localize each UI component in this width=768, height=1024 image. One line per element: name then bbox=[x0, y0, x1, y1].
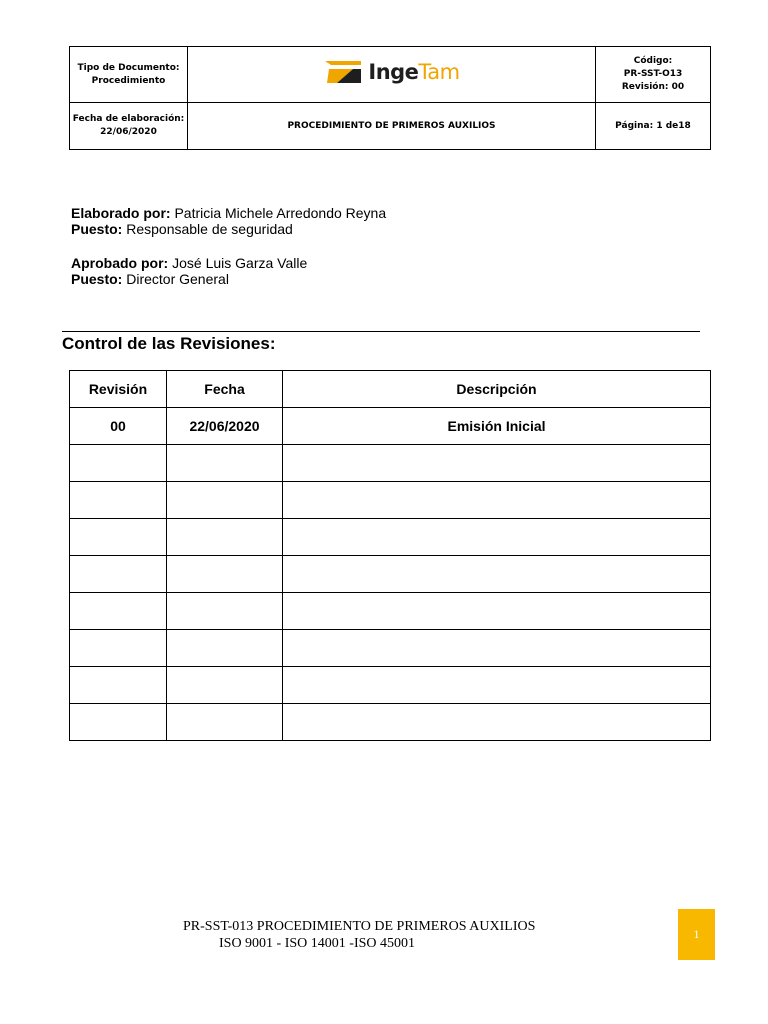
footer-line-2: ISO 9001 - ISO 14001 -ISO 45001 bbox=[219, 936, 415, 951]
table-row bbox=[70, 408, 711, 445]
date-cell bbox=[167, 445, 283, 482]
page-footer bbox=[183, 918, 535, 952]
section-divider bbox=[62, 331, 700, 332]
revision-cell bbox=[70, 556, 167, 593]
table-row bbox=[70, 593, 711, 630]
code-cell bbox=[596, 47, 711, 103]
column-header-revision: Revisión bbox=[70, 371, 167, 408]
authors-block bbox=[71, 205, 386, 287]
table-row bbox=[70, 667, 711, 704]
revision-cell: 00 bbox=[70, 408, 167, 445]
company-logo bbox=[323, 57, 459, 87]
description-cell bbox=[283, 482, 711, 519]
doc-type-label: Tipo de Documento: bbox=[77, 62, 180, 73]
description-cell bbox=[283, 667, 711, 704]
code-value: PR-SST-O13 bbox=[623, 69, 683, 79]
approved-position-label: Puesto: bbox=[71, 271, 123, 287]
description-cell bbox=[283, 593, 711, 630]
description-cell bbox=[283, 630, 711, 667]
revision-cell bbox=[70, 593, 167, 630]
logo-text-tam: Tam bbox=[418, 59, 460, 84]
table-row bbox=[70, 630, 711, 667]
table-row bbox=[70, 445, 711, 482]
description-cell bbox=[283, 519, 711, 556]
column-header-description: Descripción bbox=[283, 371, 711, 408]
doc-type-value: Procedimiento bbox=[91, 75, 166, 86]
footer-line-1: PR-SST-013 PROCEDIMIENTO DE PRIMEROS AUXILIOS bbox=[183, 919, 536, 934]
description-cell: Emisión Inicial bbox=[283, 408, 711, 445]
approved-position-line bbox=[71, 271, 386, 287]
prepared-position: Responsable de seguridad bbox=[122, 221, 293, 237]
prepared-by-line bbox=[71, 205, 386, 221]
date-cell bbox=[167, 704, 283, 741]
column-header-date: Fecha bbox=[167, 371, 283, 408]
page-indicator: Página: 1 de18 bbox=[596, 103, 711, 150]
approved-position: Director General bbox=[122, 271, 229, 287]
revisions-title: Control de las Revisiones: bbox=[62, 334, 276, 353]
code-label: Código: bbox=[633, 56, 673, 66]
date-cell bbox=[167, 519, 283, 556]
revision-cell bbox=[70, 519, 167, 556]
date-cell bbox=[167, 667, 283, 704]
date-value: 22/06/2020 bbox=[100, 127, 157, 137]
prepared-position-label: Puesto: bbox=[71, 221, 123, 237]
revision-cell bbox=[70, 704, 167, 741]
date-label: Fecha de elaboración: bbox=[72, 114, 185, 124]
doc-type-cell bbox=[70, 47, 188, 103]
approved-by-label: Aprobado por: bbox=[71, 255, 169, 271]
table-row bbox=[70, 519, 711, 556]
approved-by-name: José Luis Garza Valle bbox=[168, 255, 308, 271]
date-cell bbox=[167, 556, 283, 593]
date-cell bbox=[70, 103, 188, 150]
date-cell: 22/06/2020 bbox=[167, 408, 283, 445]
revision-cell bbox=[70, 630, 167, 667]
prepared-by-name: Patricia Michele Arredondo Reyna bbox=[170, 205, 387, 221]
revision-cell bbox=[70, 667, 167, 704]
doc-title: PROCEDIMIENTO DE PRIMEROS AUXILIOS bbox=[188, 103, 596, 150]
revision-cell bbox=[70, 445, 167, 482]
document-header bbox=[69, 46, 711, 150]
table-row bbox=[70, 482, 711, 519]
ingetam-logo-icon bbox=[323, 57, 363, 87]
date-cell bbox=[167, 593, 283, 630]
prepared-position-line bbox=[71, 221, 386, 237]
table-row bbox=[70, 704, 711, 741]
date-cell bbox=[167, 482, 283, 519]
description-cell bbox=[283, 556, 711, 593]
table-header-row bbox=[70, 371, 711, 408]
approved-by-line bbox=[71, 255, 386, 271]
revisions-table bbox=[69, 370, 711, 741]
date-cell bbox=[167, 630, 283, 667]
description-cell bbox=[283, 445, 711, 482]
page-number-badge: 1 bbox=[678, 909, 715, 960]
description-cell bbox=[283, 704, 711, 741]
table-row bbox=[70, 556, 711, 593]
logo-text-inge: Inge bbox=[368, 59, 419, 84]
logo-cell bbox=[188, 47, 596, 103]
revision-text: Revisión: 00 bbox=[621, 82, 685, 92]
revision-cell bbox=[70, 482, 167, 519]
prepared-by-label: Elaborado por: bbox=[71, 205, 171, 221]
